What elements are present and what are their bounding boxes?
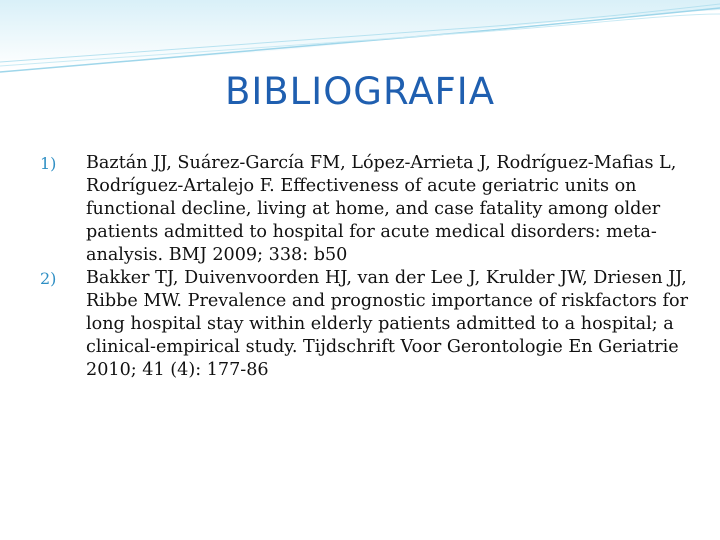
reference-item xyxy=(40,267,710,382)
decorative-banner xyxy=(0,0,720,80)
reference-text: Baztán JJ, Suárez-García FM, López-Arrieta J, Rodríguez-Mafias L, Rodríguez-Artalejo F. Effectiveness of acute geriatric units on functional decline, living at home, and case fatality among older patients admitted to hospital for acute medical disorders: meta-analysis. BMJ 2009; 338: b50 xyxy=(86,153,677,265)
reference-item xyxy=(40,152,710,267)
reference-list xyxy=(40,152,710,382)
slide-title: BIBLIOGRAFIA xyxy=(224,70,496,113)
reference-number: 2) xyxy=(40,269,57,288)
reference-text: Bakker TJ, Duivenvoorden HJ, van der Lee J, Krulder JW, Driesen JJ, Ribbe MW. Prevalence and prognostic importance of riskfactors for long hospital stay within elderly patients admitted to a hospital; a clinical-empirical study. Tijdschrift Voor Gerontologie En Geriatrie 2010; 41 (4): 177-86 xyxy=(86,268,689,380)
reference-number: 1) xyxy=(40,154,57,173)
